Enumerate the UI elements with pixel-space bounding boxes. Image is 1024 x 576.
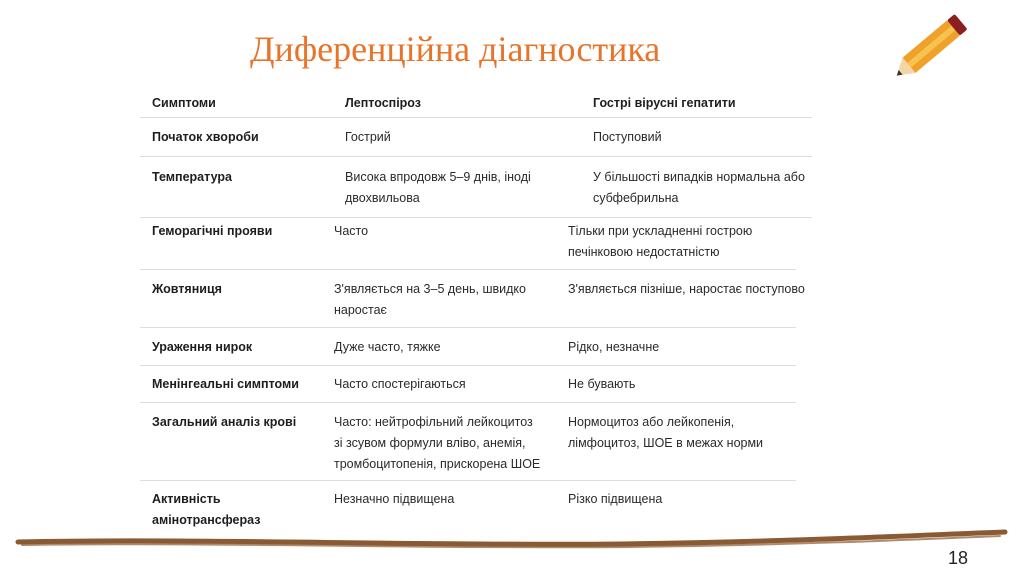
table-row-symptom: Початок хвороби <box>152 130 259 144</box>
row-divider <box>140 156 812 157</box>
row-divider <box>140 269 796 270</box>
table-row-symptom: Загальний аналіз крові <box>152 415 297 429</box>
table-row-symptom: Температура <box>152 170 232 184</box>
table-row-hepatitis: Не бувають <box>568 377 636 391</box>
row-divider <box>140 365 796 366</box>
row-divider <box>140 217 812 218</box>
table-row-leptospirosis: Часто: нейтрофільний лейкоцитоз зі зсувом формули вліво, анемія, тромбоцитопенія, прискорена ШОЕ <box>334 415 541 471</box>
table-row-hepatitis: Тільки при ускладненні гострою печінковою недостатністю <box>568 224 753 259</box>
table-row-hepatitis: У більшості випадків нормальна або субфебрильна <box>593 170 805 205</box>
slide-title: Диференційна діагностика <box>250 29 661 69</box>
table-row-leptospirosis: Часто <box>334 224 369 238</box>
row-divider <box>140 402 796 403</box>
table-row-hepatitis: Поступовий <box>593 130 662 144</box>
table-row-leptospirosis: Висока впродовж 5–9 днів, іноді двохвильова <box>345 170 531 205</box>
table-row-leptospirosis: Незначно підвищена <box>334 492 455 506</box>
table-row-leptospirosis: Часто спостерігаються <box>334 377 466 391</box>
row-divider <box>140 480 796 481</box>
table-row-hepatitis: Рідко, незначне <box>568 340 660 354</box>
table-row-hepatitis: Різко підвищена <box>568 492 663 506</box>
header-symptoms: Симптоми <box>152 96 216 110</box>
row-divider <box>140 327 796 328</box>
table-row-leptospirosis: Дуже часто, тяжке <box>334 340 441 354</box>
header-hepatitis: Гострі вірусні гепатити <box>593 96 736 110</box>
decorative-brush-stroke <box>0 520 1024 560</box>
header-leptospirosis: Лептоспіроз <box>345 96 421 110</box>
table-row-symptom: Жовтяниця <box>152 282 222 296</box>
table-row-symptom: Ураження нирок <box>152 340 253 354</box>
table-row-leptospirosis: Гострий <box>345 130 391 144</box>
row-divider <box>140 117 812 118</box>
table-row-hepatitis: З'являється пізніше, наростає поступово <box>568 282 805 296</box>
table-row-hepatitis: Нормоцитоз або лейкопенія, лімфоцитоз, ШОЕ в межах норми <box>568 415 764 450</box>
table-row-symptom: Менінгеальні симптоми <box>152 377 299 391</box>
page-number: 18 <box>948 548 969 568</box>
table-row-symptom: Геморагічні прояви <box>152 224 273 238</box>
table-row-leptospirosis: З'являється на 3–5 день, швидко наростає <box>334 282 526 317</box>
table-row-symptom: Активність амінотрансфераз <box>152 492 261 527</box>
